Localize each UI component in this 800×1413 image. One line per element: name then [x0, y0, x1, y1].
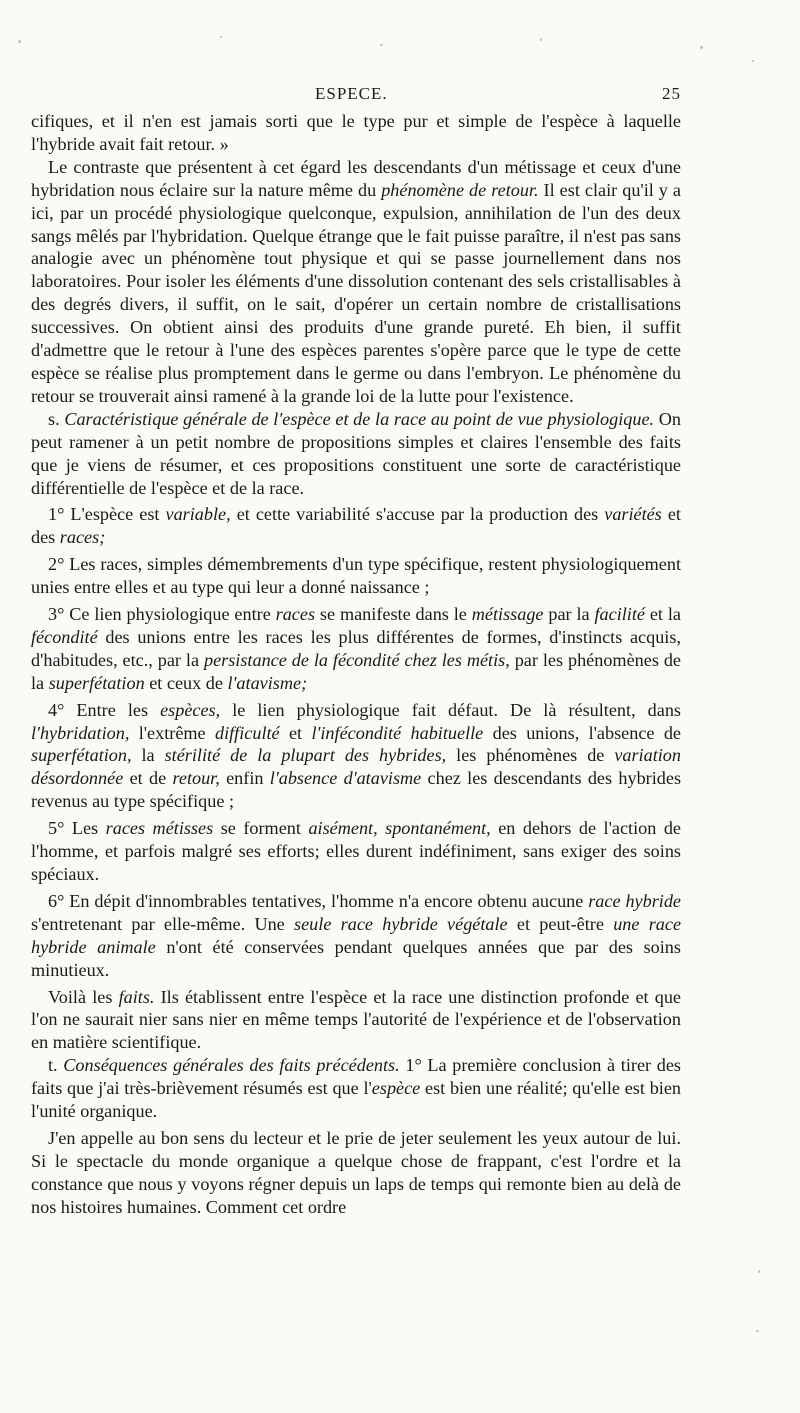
proposition-6: 6° En dépit d'innombrables tentatives, l'homme n'a encore obtenu aucune race hybride s'entretenant par elle-même. Une seule race hybride végétale et peut-être une race hybride animale n'ont été conservées pendant quelques années que par des soins minutieux. [31, 890, 682, 980]
scan-speck [758, 1270, 760, 1273]
paragraph-2: Le contraste que présentent à cet égard les descendants d'un métissage et ceux d'une hybridation nous éclaire sur la nature même du phénomène de retour. Il est clair qu'il y a ici, par un procédé physiologique quelconque, expulsion, annihilation de l'un des deux sangs mêlés par l'hybridation. Quelque étrange que le fait puisse paraître, il n'est pas sans analogie avec un phénomène tout physique et qui se passe journellement dans nos laboratoires. Pour isoler les éléments d'une dissolution contenant des sels cristallisables à des degrés divers, il suffit, on le sait, d'opérer un certain nombre de cristallisations successives. On obtient ainsi des produits d'une grande pureté. Eh bien, il suffit d'admettre que le retour à l'une des espèces parentes s'opère parce que le type de cette espèce se réalise plus promptement dans le germe ou dans l'embryon. Le phénomène du retour se trouverait ainsi ramené à la grande loi de la lutte pour l'existence. [31, 156, 681, 406]
running-title: ESPECE. [315, 84, 388, 103]
paragraph-1: cifiques, et il n'en est jamais sorti que le type pur et simple de l'espèce à laquelle l'hybride avait fait retour. » [31, 111, 681, 154]
page-number: 25 [662, 84, 681, 103]
scan-speck [220, 36, 222, 38]
paragraph-last: J'en appelle au bon sens du lecteur et le prie de jeter seulement les yeux autour de lui. Si le spectacle du monde organique a quelque chose de frappant, c'est l'ordre et la constance que nous y voyons régner depuis un laps de temps qui remonte bien au delà de nos histoires humaines. Comment cet ordre [31, 1127, 681, 1217]
scan-speck [756, 1330, 759, 1332]
proposition-4: 4° Entre les espèces, le lien physiologique fait défaut. De là résultent, dans l'hybridation, l'extrême difficulté et l'infécondité habituelle des unions, l'absence de superfétation, la stérilité de la plupart des hybrides, les phénomènes de variation désordonnée et de retour, enfin l'absence d'atavisme chez les descendants des hybrides revenus au type spécifique ; [31, 699, 682, 812]
running-header [31, 84, 681, 110]
proposition-3: 3° Ce lien physiologique entre races se manifeste dans le métissage par la facilité et la fécondité des unions entre les races les plus différentes de formes, d'instincts acquis, d'habitudes, etc., par la persistance de la fécondité chez les métis, par les phénomènes de la superfétation et ceux de l'atavisme; [31, 604, 681, 693]
scan-speck [18, 40, 21, 43]
section-t-paragraph: t. Conséquences générales des faits précédents. 1° La première conclusion à tirer des faits que j'ai très-brièvement résumés est que l'espèce est bien une réalité; qu'elle est bien l'unité organique. [31, 1055, 682, 1122]
paragraph-facts: Voilà les faits. Ils établissent entre l'espèce et la race une distinction profonde et que l'on ne saurait nier sans nier en même temps l'autorité de l'expérience et de l'observation en matière scientifique. [31, 986, 682, 1053]
section-marker: t. [48, 1055, 58, 1076]
section-s-paragraph: s. Caractéristique générale de l'espèce et de la race au point de vue physiologique. On peut ramener à un petit nombre de propositions simples et claires l'ensemble des faits que je viens de résumer, et ces propositions constituent une sorte de caractéristique différentielle de l'espèce et de la race. [31, 408, 681, 498]
book-page [31, 84, 681, 1219]
scan-speck [380, 44, 383, 46]
section-heading: Conséquences générales des faits précédents. [63, 1055, 400, 1076]
body-text [31, 110, 681, 1219]
section-marker: s. [48, 408, 60, 429]
section-heading: Caractéristique générale de l'espèce et de la race au point de vue physiologique. [64, 408, 655, 429]
scan-speck [752, 60, 754, 62]
proposition-5: 5° Les races métisses se forment aisément, spontanément, en dehors de l'action de l'homme, et parfois malgré ses efforts; elles durent indéfiniment, sans exiger des soins spéciaux. [31, 818, 682, 884]
proposition-2: 2° Les races, simples démembrements d'un type spécifique, restent physiologiquement unies entre elles et au type qui leur a donné naissance ; [31, 554, 681, 598]
scan-speck [540, 38, 542, 41]
proposition-1: 1° L'espèce est variable, et cette variabilité s'accuse par la production des variétés et des races; [31, 504, 681, 548]
scan-speck [700, 46, 703, 49]
